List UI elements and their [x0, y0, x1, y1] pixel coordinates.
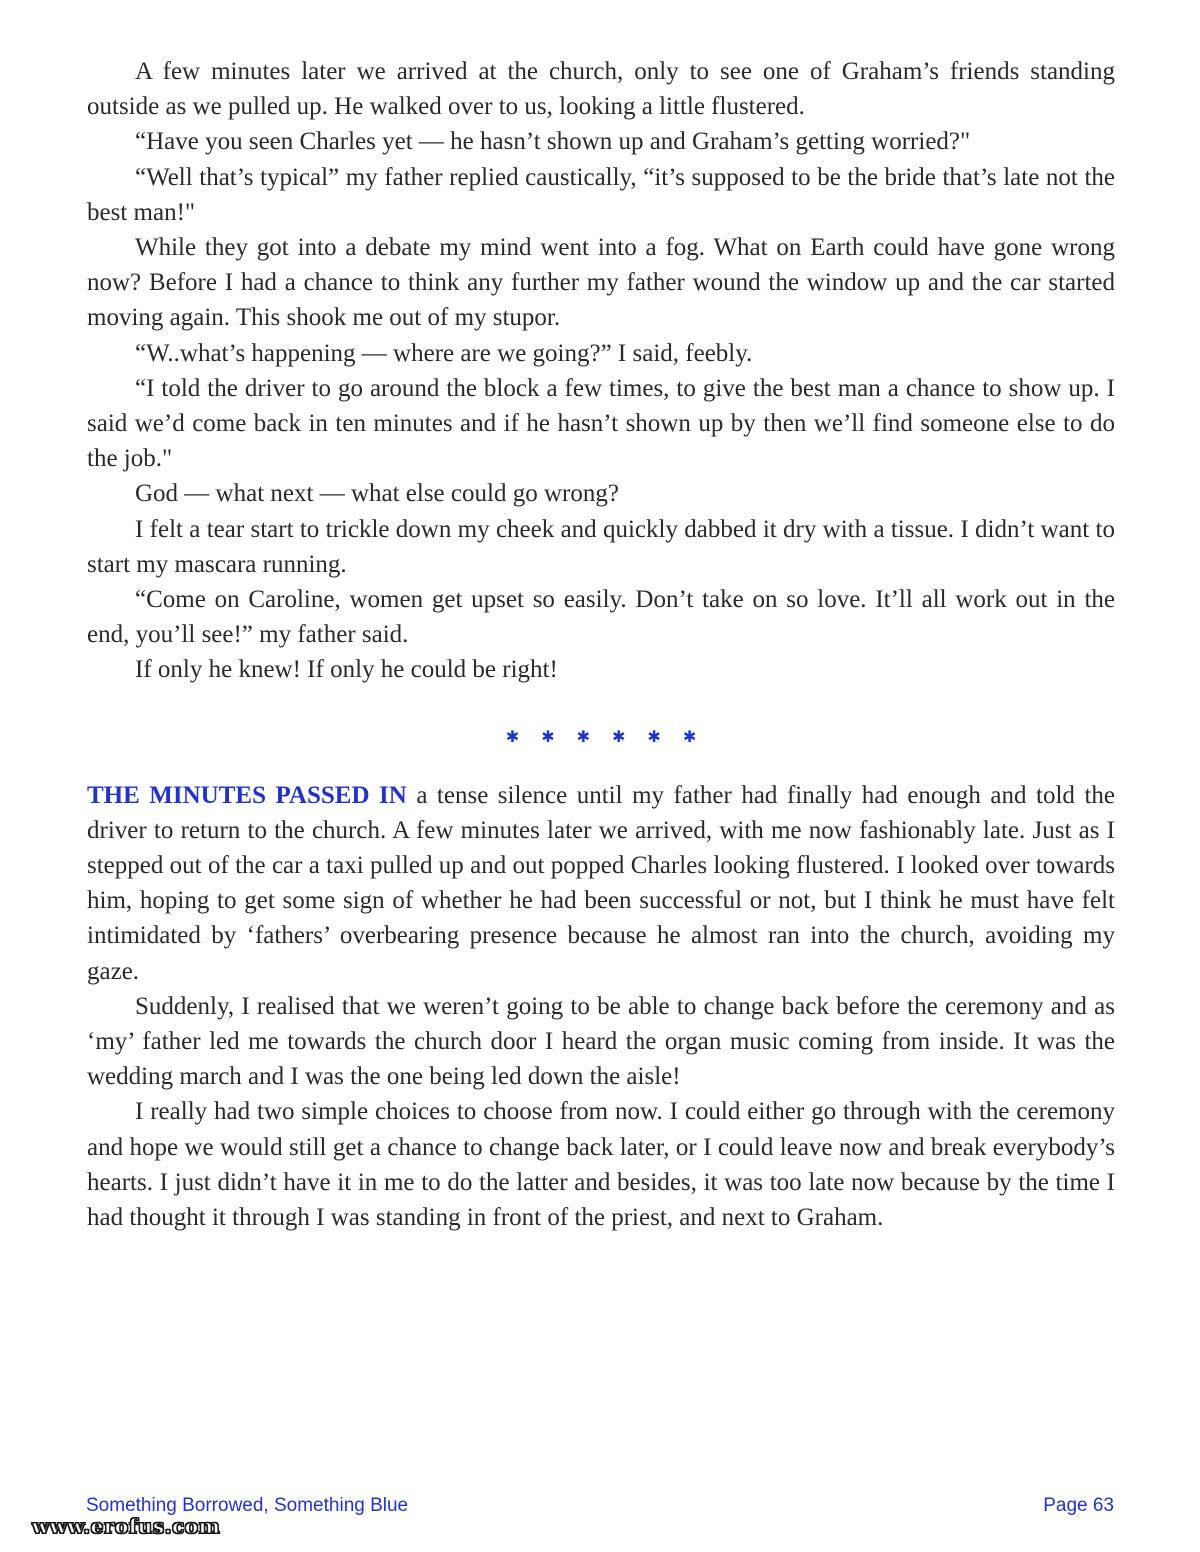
- watermark: www.erofus.com: [32, 1514, 221, 1538]
- paragraph: “Well that’s typical” my father replied caustically, “it’s supposed to be the bride that’s late not the best man!": [87, 163, 1115, 226]
- star-icon: ✱: [647, 726, 661, 746]
- star-icon: ✱: [505, 726, 520, 746]
- paragraph-text: a tense silence until my father had finally had enough and told the driver to return to the church. A few minutes later we arrived, with me now fashionably late. Just as I stepped out of the car a taxi pulled up and out popped Charles looking flustered. I looked over towards him, hoping to get some sign of whether he had been successful or not, but I think he must have felt intimidated by ‘fathers’ overbearing presence because he almost ran into the church, avoiding my gaze.: [87, 781, 1115, 985]
- paragraph: Suddenly, I realised that we weren’t going to be able to change back before the ceremony and as ‘my’ father led me towards the church door I heard the organ music coming from inside. It was the wedding march and I was the one being led down the aisle!: [87, 992, 1115, 1091]
- footer-book-title: Something Borrowed, Something Blue: [86, 1495, 409, 1516]
- star-icon: ✱: [612, 726, 626, 746]
- star-icon: ✱: [682, 726, 697, 746]
- page-footer: [86, 1495, 1114, 1517]
- page-body: [87, 54, 1115, 1235]
- paragraph: A few minutes later we arrived at the church, only to see one of Graham’s friends standing outside as we pulled up. He walked over to us, looking a little flustered.: [87, 58, 1115, 121]
- paragraph: If only he knew! If only he could be right!: [135, 656, 558, 684]
- paragraph: “Come on Caroline, women get upset so easily. Don’t take on so love. It’ll all work out in the end, you’ll see!” my father said.: [87, 586, 1115, 649]
- footer-page-number: Page 63: [1043, 1495, 1114, 1516]
- paragraph: I felt a tear start to trickle down my cheek and quickly dabbed it dry with a tissue. I didn’t want to start my mascara running.: [87, 515, 1115, 578]
- section-divider: [87, 720, 1115, 750]
- paragraph: “W..what’s happening — where are we going?” I said, feebly.: [135, 339, 753, 367]
- paragraph: God — what next — what else could go wrong?: [135, 480, 619, 508]
- star-icon: ✱: [541, 726, 555, 746]
- section-lead-in: THE MINUTES PASSED IN: [87, 781, 407, 809]
- section-opening-paragraph: [87, 778, 1115, 989]
- paragraph: “Have you seen Charles yet — he hasn’t shown up and Graham’s getting worried?": [135, 128, 971, 156]
- paragraph: I really had two simple choices to choose from now. I could either go through with the ceremony and hope we would still get a chance to change back later, or I could leave now and break everybody’s hearts. I just didn’t have it in me to do the latter and besides, it was too late now because by the time I had thought it through I was standing in front of the priest, and next to Graham.: [87, 1098, 1115, 1232]
- paragraph: While they got into a debate my mind went into a fog. What on Earth could have gone wrong now? Before I had a chance to think any further my father wound the window up and the car started moving again. This shook me out of my stupor.: [87, 234, 1115, 332]
- paragraph: “I told the driver to go around the block a few times, to give the best man a chance to show up. I said we’d come back in ten minutes and if he hasn’t shown up by then we’ll find someone else to do the job.": [87, 374, 1115, 473]
- star-icon: ✱: [576, 726, 590, 746]
